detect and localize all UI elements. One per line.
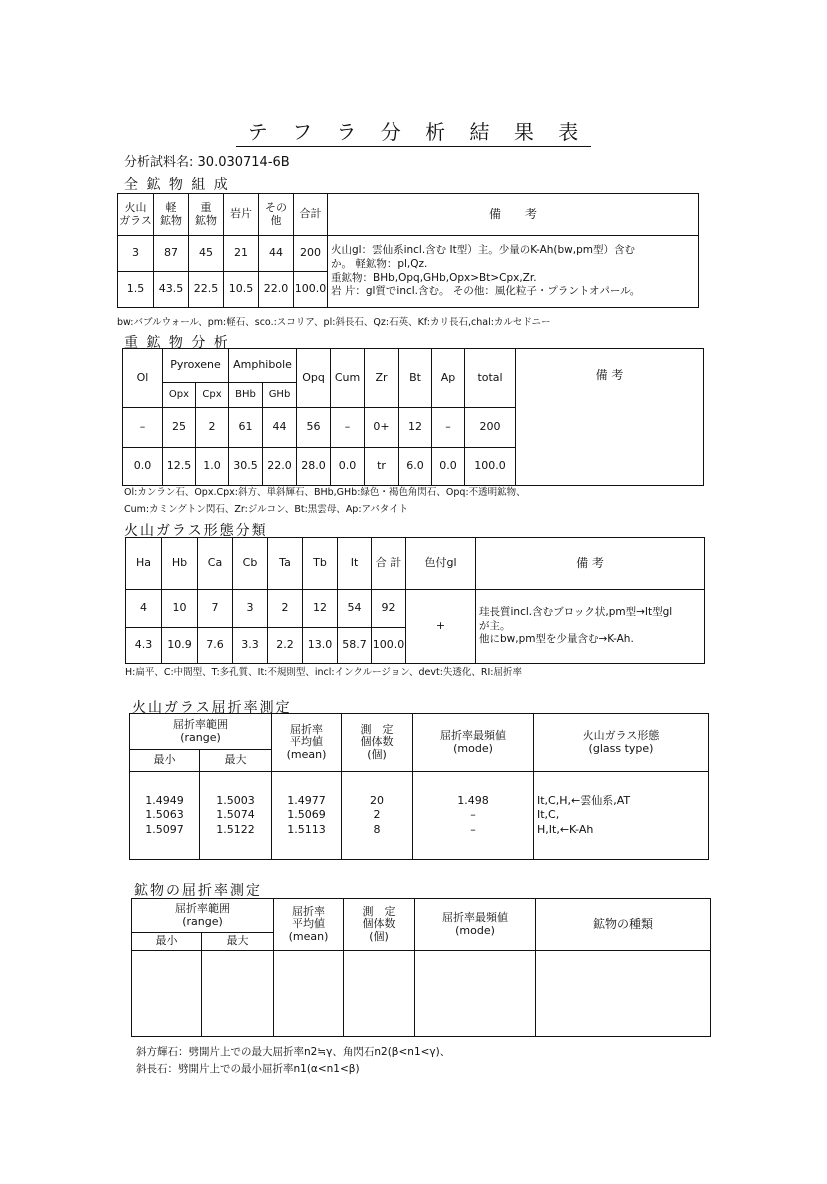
cell-empty	[344, 951, 415, 1037]
cell-empty	[274, 951, 344, 1037]
cell: 3.3	[233, 628, 268, 664]
cell: 56	[297, 408, 331, 448]
table-row	[126, 590, 705, 628]
mineral-ri-table	[131, 898, 711, 1037]
glass-morph-remarks	[476, 590, 705, 664]
cell-max: 1.5003 1.5074 1.5122	[200, 772, 272, 860]
section-title-glass-morph: 火山ガラス形態分類	[124, 523, 268, 539]
cell-count: 20 2 8	[342, 772, 413, 860]
cell: tr	[365, 448, 399, 486]
cell: 6.0	[399, 448, 432, 486]
header-light-mineral: 軽 鉱物	[154, 194, 189, 236]
cell-glass-type: It,C,H,←雲仙系,AT It,C, H,It,←K-Ah	[534, 772, 709, 860]
cell: 200	[465, 408, 516, 448]
cell: 22.0	[263, 448, 297, 486]
header-mode: 屈折率最頻値 (mode)	[413, 714, 534, 772]
header-mineral-type: 鉱物の種類	[536, 899, 711, 951]
cell: 61	[229, 408, 263, 448]
cell: 44	[263, 408, 297, 448]
header-amphibole: Amphibole	[229, 349, 297, 383]
header-remarks: 備 考	[328, 194, 699, 236]
mineral-ri-note-2: 斜長石：劈開片上での最小屈折率n1(α<n1<β)	[136, 1063, 360, 1075]
heavy-mineral-legend-2: Cum:カミングトン閃石、Zr:ジルコン、Bt:黒雲母、Ap:アパタイト	[124, 504, 409, 515]
table-row	[132, 951, 711, 1037]
page-title: テ フ ラ 分 析 結 果 表	[0, 116, 827, 145]
cell-mode: 1.498 – –	[413, 772, 534, 860]
cell: 12	[399, 408, 432, 448]
cell: 7	[198, 590, 233, 628]
header-min: 最小	[132, 933, 202, 951]
header-mean: 屈折率 平均値 (mean)	[272, 714, 342, 772]
cell: 10.9	[162, 628, 198, 664]
header-volcanic-glass: 火山 ガラス	[118, 194, 154, 236]
header-zr: Zr	[365, 349, 399, 408]
total-mineral-legend: bw:バブルウォール、pm:軽石、sco.:スコリア、pl:斜長石、Qz:石英、Kf:カリ長石,chal:カルセドニー	[117, 317, 551, 328]
cell-count: 21	[224, 236, 259, 272]
cell: 0.0	[331, 448, 365, 486]
header-hb: Hb	[162, 538, 198, 590]
mineral-ri-note-1: 斜方輝石：劈開片上での最大屈折率n2≒γ、角閃石n2(β<n1<γ)、	[136, 1046, 451, 1058]
header-ha: Ha	[126, 538, 162, 590]
cell: 100.0	[372, 628, 406, 664]
remark-line: 他にbw,pm型を少量含む→K-Ah.	[479, 633, 634, 646]
cell: 7.6	[198, 628, 233, 664]
cell: –	[432, 408, 465, 448]
header-mean: 屈折率 平均値 (mean)	[274, 899, 344, 951]
header-rock-fragment: 岩片	[224, 194, 259, 236]
header-mode: 屈折率最頻値 (mode)	[415, 899, 536, 951]
header-cum: Cum	[331, 349, 365, 408]
cell: 2.2	[268, 628, 303, 664]
header-bt: Bt	[399, 349, 432, 408]
header-max: 最大	[202, 933, 274, 951]
cell: 13.0	[303, 628, 338, 664]
cell: –	[331, 408, 365, 448]
glass-ri-table	[129, 713, 709, 860]
table-row	[118, 236, 699, 272]
colored-gl-value: +	[406, 590, 476, 664]
cell: 12	[303, 590, 338, 628]
cell: 30.5	[229, 448, 263, 486]
cell: 4.3	[126, 628, 162, 664]
remark-line: が主。	[479, 619, 511, 632]
total-mineral-remarks	[328, 236, 699, 308]
header-opx: Opx	[163, 383, 196, 408]
cell: 2	[196, 408, 229, 448]
cell-count: 87	[154, 236, 189, 272]
remark-line: か。 軽鉱物：pl,Qz.	[331, 257, 428, 270]
header-other: その 他	[259, 194, 294, 236]
heavy-mineral-table	[122, 348, 704, 486]
header-count: 測 定 個体数 (個)	[342, 714, 413, 772]
header-heavy-mineral: 重 鉱物	[189, 194, 224, 236]
cell: 10	[162, 590, 198, 628]
header-colored-gl: 色付gl	[406, 538, 476, 590]
header-ol: Ol	[123, 349, 163, 408]
cell-count: 3	[118, 236, 154, 272]
header-it: It	[338, 538, 372, 590]
cell: 100.0	[465, 448, 516, 486]
cell: –	[123, 408, 163, 448]
header-min: 最小	[130, 750, 200, 772]
cell: 54	[338, 590, 372, 628]
cell-empty	[132, 951, 202, 1037]
cell-percent: 1.5	[118, 272, 154, 308]
cell-count: 44	[259, 236, 294, 272]
cell: 1.0	[196, 448, 229, 486]
heavy-mineral-legend-1: Ol:カンラン石、Opx.Cpx:斜方、単斜輝石、BHb,GHb:緑色・褐色角閃石、Opq:不透明鉱物、	[124, 487, 526, 498]
header-range: 屈折率範囲 (range)	[130, 714, 272, 750]
cell-percent: 22.5	[189, 272, 224, 308]
total-mineral-header-row	[118, 194, 699, 236]
total-mineral-table	[117, 193, 699, 308]
remark-line: 岩 片：gl質でincl.含む。 その他：風化粒子・プラントオパール。	[331, 285, 641, 298]
header-pyroxene: Pyroxene	[163, 349, 229, 383]
cell-percent: 22.0	[259, 272, 294, 308]
header-total: 合計	[294, 194, 328, 236]
header-max: 最大	[200, 750, 272, 772]
header-total: 合 計	[372, 538, 406, 590]
remark-line: 珪長質incl.含むブロック状,pm型→It型gl	[479, 606, 673, 619]
table-row	[130, 772, 709, 860]
cell-percent: 100.0	[294, 272, 328, 308]
section-title-total-mineral: 全 鉱 物 組 成	[124, 177, 230, 193]
header-glass-type: 火山ガラス形態 (glass type)	[534, 714, 709, 772]
header-opq: Opq	[297, 349, 331, 408]
glass-morph-legend: H:扁平、C:中間型、T:多孔質、It:不規則型、incl:インクルージョン、devt:失透化、RI:屈折率	[125, 667, 523, 678]
sample-name	[124, 151, 290, 170]
cell: 12.5	[163, 448, 196, 486]
header-ta: Ta	[268, 538, 303, 590]
header-ghb: GHb	[263, 383, 297, 408]
header-total: total	[465, 349, 516, 408]
section-title-heavy-mineral: 重 鉱 物 分 析	[124, 335, 230, 351]
sample-label: 分析試料名:	[124, 155, 194, 170]
cell: 4	[126, 590, 162, 628]
cell-empty	[202, 951, 274, 1037]
cell: 0.0	[432, 448, 465, 486]
header-tb: Tb	[303, 538, 338, 590]
header-count: 測 定 個体数 (個)	[344, 899, 415, 951]
cell-count: 45	[189, 236, 224, 272]
header-ap: Ap	[432, 349, 465, 408]
remark-line: 火山gl：雲仙系incl.含む It型）主。少量のK-Ah(bw,pm型）含む	[331, 244, 635, 257]
cell-percent: 43.5	[154, 272, 189, 308]
cell-count: 200	[294, 236, 328, 272]
cell: 28.0	[297, 448, 331, 486]
cell: 3	[233, 590, 268, 628]
cell: 0.0	[123, 448, 163, 486]
cell: 0+	[365, 408, 399, 448]
header-bhb: BHb	[229, 383, 263, 408]
header-remarks: 備 考	[476, 538, 705, 590]
cell: 25	[163, 408, 196, 448]
remark-line: 重鉱物：BHb,Opq,GHb,Opx>Bt>Cpx,Zr.	[331, 271, 537, 284]
cell: 92	[372, 590, 406, 628]
heavy-mineral-remarks: 備 考	[516, 349, 704, 486]
header-cpx: Cpx	[196, 383, 229, 408]
header-ca: Ca	[198, 538, 233, 590]
section-title-mineral-ri: 鉱物の屈折率測定	[134, 883, 262, 899]
glass-morph-header-row	[126, 538, 705, 590]
cell-empty	[415, 951, 536, 1037]
cell-min: 1.4949 1.5063 1.5097	[130, 772, 200, 860]
cell-empty	[536, 951, 711, 1037]
cell-percent: 10.5	[224, 272, 259, 308]
header-range: 屈折率範囲 (range)	[132, 899, 274, 933]
cell: 58.7	[338, 628, 372, 664]
header-cb: Cb	[233, 538, 268, 590]
cell-mean: 1.4977 1.5069 1.5113	[272, 772, 342, 860]
section-title-glass-ri: 火山ガラス屈折率測定	[132, 700, 292, 716]
cell: 2	[268, 590, 303, 628]
sample-id: 30.030714-6B	[197, 155, 290, 170]
glass-morph-table	[125, 537, 705, 664]
